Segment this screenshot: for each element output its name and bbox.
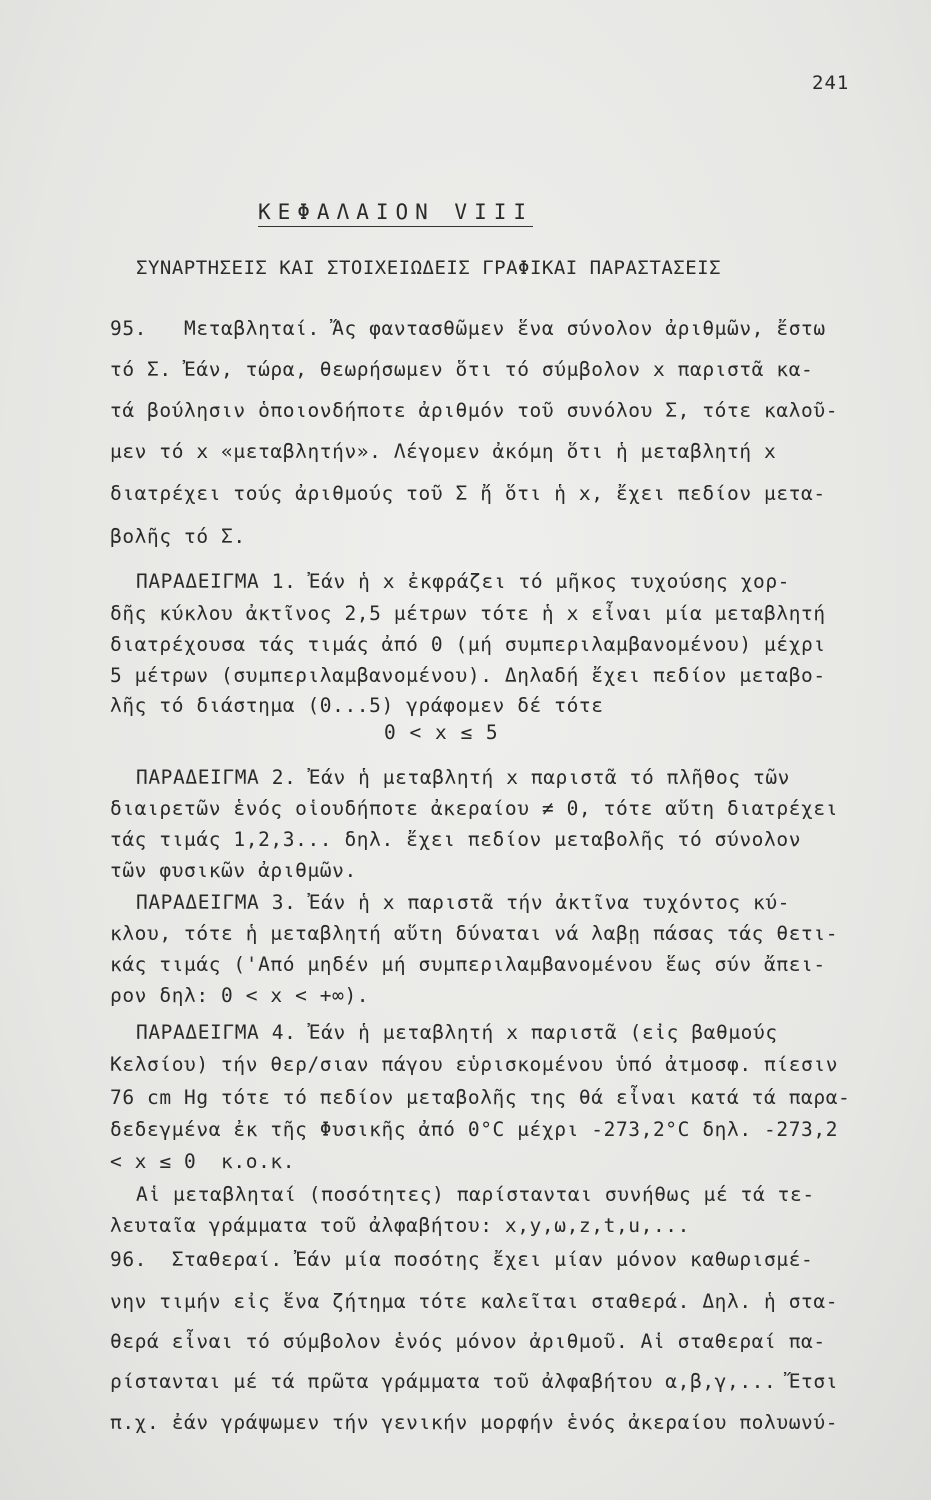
text-line: τῶν φυσικῶν ἀριθμῶν.: [110, 859, 357, 882]
page-number: 241: [812, 72, 850, 94]
text-line: ΠΑΡΑΔΕΙΓΜΑ 3. Ἐάν ἡ x παριστᾶ τήν ἀκτῖνα τυχόντος κύ-: [136, 891, 791, 914]
text-line: 96. Σταθεραί. Ἐάν μία ποσότης ἔχει μίαν μόνον καθωρισμέ-: [110, 1248, 814, 1271]
text-line: 5 μέτρων (συμπεριλαμβανομένου). Δηλαδή ἔχει πεδίον μεταβο-: [110, 664, 826, 687]
text-line: κάς τιμάς ('Από μηδέν μή συμπεριλαμβανομένου ἕως σύν ἄπει-: [110, 953, 826, 976]
text-line: < x ≤ 0 κ.ο.κ.: [110, 1150, 296, 1173]
text-line: δῆς κύκλου ἀκτῖνος 2,5 μέτρων τότε ἡ x εἶναι μία μεταβλητή: [110, 602, 826, 625]
text-line: Κελσίου) τήν θερ/σιαν πάγου εὑρισκομένου ὑπό ἀτμοσφ. πίεσιν: [110, 1053, 839, 1076]
text-line: τάς τιμάς 1,2,3... δηλ. ἔχει πεδίον μεταβολῆς τό σύνολον: [110, 828, 802, 851]
text-line: διατρέχει τούς ἀριθμούς τοῦ Σ ἤ ὅτι ἡ x, ἔχει πεδίον μετα-: [110, 482, 826, 505]
formula: 0 < x ≤ 5: [384, 721, 499, 744]
text-line: νην τιμήν εἰς ἕνα ζήτημα τότε καλεῖται σταθερά. Δηλ. ἡ στα-: [110, 1290, 839, 1313]
chapter-heading: ΚΕΦΑΛΑΙΟΝ VIII: [258, 200, 533, 227]
text-line: ΠΑΡΑΔΕΙΓΜΑ 4. Ἐάν ἡ μεταβλητή x παριστᾶ (εἰς βαθμούς: [136, 1021, 778, 1044]
text-line: Αἱ μεταβληταί (ποσότητες) παρίστανται συνήθως μέ τά τε-: [136, 1183, 815, 1206]
text-line: διατρέχουσα τάς τιμάς ἀπό 0 (μή συμπεριλαμβανομένου) μέχρι: [110, 633, 826, 656]
text-line: π.χ. ἐάν γράψωμεν τήν γενικήν μορφήν ἑνός ἀκεραίου πολυωνύ-: [110, 1411, 839, 1434]
text-line: ΠΑΡΑΔΕΙΓΜΑ 2. Ἐάν ἡ μεταβλητή x παριστᾶ τό πλῆθος τῶν: [136, 766, 791, 789]
section-title: ΣΥΝΑΡΤΗΣΕΙΣ ΚΑΙ ΣΤΟΙΧΕΙΩΔΕΙΣ ΓΡΑΦΙΚΑΙ ΠΑΡΑΣΤΑΣΕΙΣ: [136, 257, 722, 279]
text-line: 95. Μεταβληταί. Ἄς φαντασθῶμεν ἕνα σύνολον ἀριθμῶν, ἔστω: [110, 317, 826, 340]
text-line: κλου, τότε ἡ μεταβλητή αὕτη δύναται νά λαβῃ πάσας τάς θετι-: [110, 922, 839, 945]
text-line: θερά εἶναι τό σύμβολον ἑνός μόνον ἀριθμοῦ. Αἱ σταθεραί πα-: [110, 1330, 826, 1353]
text-line: διαιρετῶν ἑνός οἱουδήποτε ἀκεραίου ≠ 0, τότε αὕτη διατρέχει: [110, 797, 839, 820]
text-line: μεν τό x «μεταβλητήν». Λέγομεν ἀκόμη ὅτι ἡ μεταβλητή x: [110, 440, 777, 463]
text-line: ρον δηλ: 0 < x < +∞).: [110, 984, 370, 1007]
text-line: λῆς τό διάστημα (0...5) γράφομεν δέ τότε: [110, 694, 604, 717]
text-line: ΠΑΡΑΔΕΙΓΜΑ 1. Ἐάν ἡ x ἐκφράζει τό μῆκος τυχούσης χορ-: [136, 570, 791, 593]
text-line: τά βούλησιν ὁποιονδήποτε ἀριθμόν τοῦ συνόλου Σ, τότε καλοῦ-: [110, 399, 839, 422]
text-line: τό Σ. Ἐάν, τώρα, θεωρήσωμεν ὅτι τό σύμβολον x παριστᾶ κα-: [110, 358, 814, 381]
text-line: δεδεγμένα ἐκ τῆς Φυσικῆς ἀπό 0°C μέχρι -273,2°C δηλ. -273,2: [110, 1118, 839, 1141]
text-line: λευταῖα γράμματα τοῦ ἀλφαβήτου: x,y,ω,z,t,u,...: [110, 1214, 690, 1237]
text-line: ρίστανται μέ τά πρῶτα γράμματα τοῦ ἀλφαβήτου α,β,γ,... Ἔτσι: [110, 1370, 839, 1393]
text-line: 76 cm Hg τότε τό πεδίον μεταβολῆς της θά εἶναι κατά τά παρα-: [110, 1086, 851, 1109]
text-line: βολῆς τό Σ.: [110, 525, 246, 548]
